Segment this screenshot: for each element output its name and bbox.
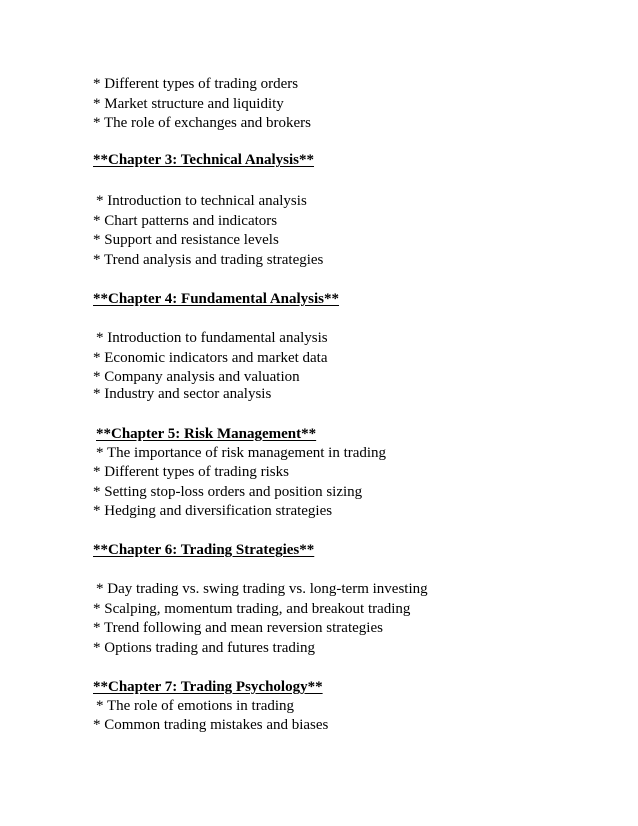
list-item: * Introduction to technical analysis (96, 193, 307, 209)
list-item: * Different types of trading orders (93, 76, 299, 92)
list-item: * Common trading mistakes and biases (93, 717, 329, 733)
chapter-heading: **Chapter 6: Trading Strategies** (93, 542, 315, 558)
chapter-heading: **Chapter 7: Trading Psychology** (93, 679, 323, 695)
chapter-heading: **Chapter 3: Technical Analysis** (93, 152, 315, 168)
list-item: * Company analysis and valuation (93, 369, 300, 385)
list-item: * Introduction to fundamental analysis (96, 330, 328, 346)
list-item: * Support and resistance levels (93, 232, 279, 248)
list-item: * Scalping, momentum trading, and breakout trading (93, 601, 411, 617)
list-item: * Chart patterns and indicators (93, 213, 278, 229)
list-item: * Options trading and futures trading (93, 640, 316, 656)
list-item: * Market structure and liquidity (93, 96, 284, 112)
list-item: * Trend analysis and trading strategies (93, 252, 324, 268)
chapter-heading: **Chapter 5: Risk Management** (96, 426, 317, 442)
list-item: * Different types of trading risks (93, 464, 289, 480)
list-item: * The role of emotions in trading (96, 698, 295, 714)
chapter-heading: **Chapter 4: Fundamental Analysis** (93, 291, 340, 307)
list-item: * Industry and sector analysis (93, 386, 272, 402)
list-item: * Hedging and diversification strategies (93, 503, 333, 519)
list-item: * The role of exchanges and brokers (93, 115, 311, 131)
list-item: * Setting stop-loss orders and position sizing (93, 484, 363, 500)
list-item: * Trend following and mean reversion strategies (93, 620, 383, 636)
list-item: * The importance of risk management in trading (96, 445, 387, 461)
list-item: * Day trading vs. swing trading vs. long-term investing (96, 581, 428, 597)
list-item: * Economic indicators and market data (93, 350, 328, 366)
